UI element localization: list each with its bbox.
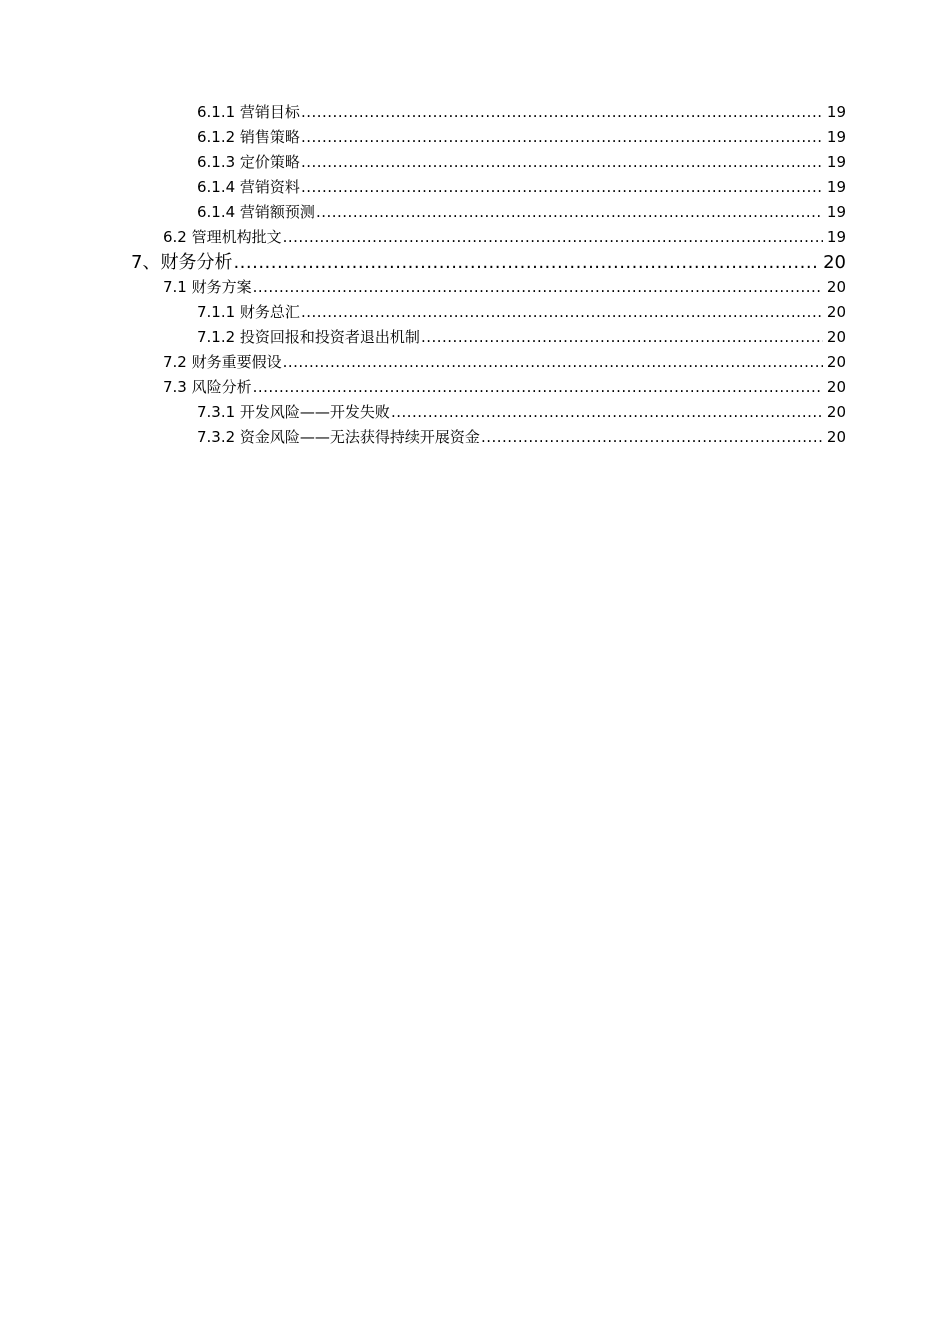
table-of-contents	[0, 100, 950, 450]
toc-entry-label: 7.3 风险分析	[163, 378, 252, 396]
toc-page-number: 20	[826, 353, 846, 371]
toc-entry-7-3-1[interactable]	[0, 400, 950, 425]
toc-dot-leader	[481, 425, 823, 450]
toc-dot-leader	[253, 275, 823, 300]
toc-page-number: 20	[826, 403, 846, 421]
toc-dot-leader	[301, 150, 823, 175]
toc-entry-label: 6.1.2 销售策略	[197, 128, 300, 146]
toc-entry-label: 7.1.2 投资回报和投资者退出机制	[197, 328, 420, 346]
toc-page-number: 20	[826, 428, 846, 446]
toc-entry-label: 6.1.4 营销额预测	[197, 203, 315, 221]
toc-entry-6-1-3[interactable]	[0, 150, 950, 175]
toc-dot-leader	[253, 375, 823, 400]
toc-entry-label: 7.1.1 财务总汇	[197, 303, 300, 321]
toc-entry-label: 7.3.2 资金风险——无法获得持续开展资金	[197, 428, 480, 446]
toc-entry-7-1-2[interactable]	[0, 325, 950, 350]
toc-page-number: 20	[826, 378, 846, 396]
toc-entry-label: 7.3.1 开发风险——开发失败	[197, 403, 390, 421]
toc-dot-leader	[391, 400, 823, 425]
toc-entry-label: 7、财务分析	[131, 252, 233, 273]
toc-page-number: 19	[826, 103, 846, 121]
toc-entry-7-3[interactable]	[0, 375, 950, 400]
toc-dot-leader	[283, 225, 823, 250]
toc-page-number: 20	[826, 328, 846, 346]
toc-entry-label: 6.2 管理机构批文	[163, 228, 282, 246]
toc-entry-label: 7.2 财务重要假设	[163, 353, 282, 371]
toc-entry-7-2[interactable]	[0, 350, 950, 375]
toc-page-number: 19	[826, 203, 846, 221]
toc-dot-leader	[301, 125, 823, 150]
toc-entry-label: 6.1.1 营销目标	[197, 103, 300, 121]
toc-dot-leader	[233, 250, 819, 275]
toc-entry-label: 7.1 财务方案	[163, 278, 252, 296]
toc-dot-leader	[301, 300, 823, 325]
toc-entry-7-1-1[interactable]	[0, 300, 950, 325]
toc-entry-7-3-2[interactable]	[0, 425, 950, 450]
toc-dot-leader	[301, 175, 823, 200]
toc-page-number: 19	[826, 128, 846, 146]
toc-entry-label: 6.1.4 营销资料	[197, 178, 300, 196]
toc-page-number: 20	[826, 278, 846, 296]
toc-dot-leader	[301, 100, 823, 125]
toc-page-number: 20	[826, 303, 846, 321]
toc-page-number: 19	[826, 153, 846, 171]
toc-entry-7[interactable]	[0, 250, 950, 275]
toc-dot-leader	[283, 350, 823, 375]
toc-entry-6-1-4-materials[interactable]	[0, 175, 950, 200]
toc-dot-leader	[421, 325, 823, 350]
toc-entry-6-2[interactable]	[0, 225, 950, 250]
toc-entry-label: 6.1.3 定价策略	[197, 153, 300, 171]
toc-entry-7-1[interactable]	[0, 275, 950, 300]
toc-page-number: 19	[826, 228, 846, 246]
toc-dot-leader	[316, 200, 823, 225]
toc-page-number: 20	[823, 252, 846, 273]
toc-entry-6-1-4-forecast[interactable]	[0, 200, 950, 225]
toc-page-number: 19	[826, 178, 846, 196]
toc-entry-6-1-1[interactable]	[0, 100, 950, 125]
toc-entry-6-1-2[interactable]	[0, 125, 950, 150]
